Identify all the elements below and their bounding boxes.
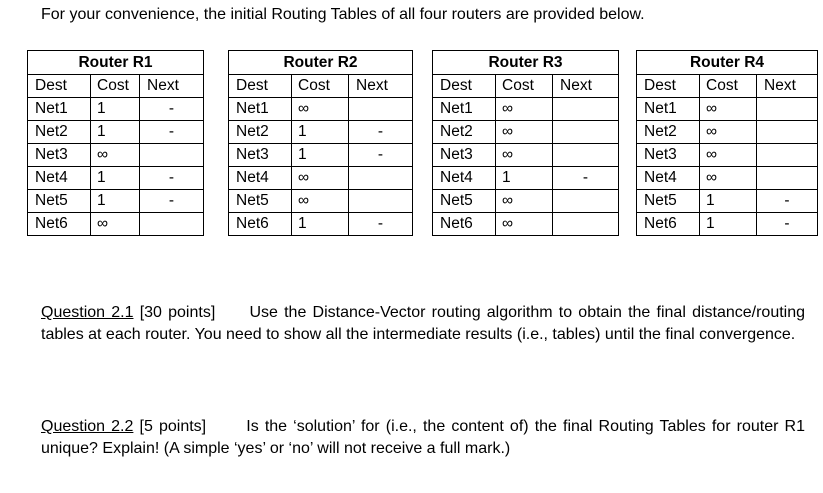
cell-next xyxy=(757,121,818,144)
cell-next xyxy=(553,144,619,167)
table-row xyxy=(229,213,413,236)
cell-next: - xyxy=(349,144,413,167)
cell-cost: 1 xyxy=(700,213,757,236)
column-header-dest: Dest xyxy=(433,75,496,98)
table-row xyxy=(433,98,619,121)
table-row xyxy=(28,213,204,236)
cell-next xyxy=(140,144,204,167)
cell-dest: Net2 xyxy=(229,121,292,144)
cell-dest: Net5 xyxy=(28,190,91,213)
table-row xyxy=(229,190,413,213)
question-2-1-text: Use the Distance-Vector routing algorithm to obtain the final distance/routing tables at each router. You need to show all the intermediate results (i.e., tables) until the final convergence. xyxy=(41,304,806,343)
cell-cost: ∞ xyxy=(700,167,757,190)
routing-table-r4 xyxy=(636,50,818,236)
column-header-cost: Cost xyxy=(700,75,757,98)
column-header-cost: Cost xyxy=(496,75,553,98)
routing-table-r3 xyxy=(432,50,619,236)
router-title: Router R3 xyxy=(433,51,619,75)
cell-cost: ∞ xyxy=(496,144,553,167)
table-row xyxy=(637,190,818,213)
cell-dest: Net2 xyxy=(28,121,91,144)
cell-dest: Net5 xyxy=(433,190,496,213)
cell-cost: ∞ xyxy=(700,98,757,121)
table-row xyxy=(433,167,619,190)
table-row xyxy=(637,121,818,144)
question-2-2 xyxy=(41,416,805,460)
column-header-cost: Cost xyxy=(292,75,349,98)
table-row xyxy=(433,190,619,213)
router-title: Router R4 xyxy=(637,51,818,75)
table-row xyxy=(28,98,204,121)
cell-next: - xyxy=(553,167,619,190)
column-header-next: Next xyxy=(553,75,619,98)
cell-next: - xyxy=(349,121,413,144)
question-2-1-heading: Question 2.1 xyxy=(41,304,134,321)
cell-dest: Net2 xyxy=(433,121,496,144)
cell-dest: Net2 xyxy=(637,121,700,144)
cell-next xyxy=(349,98,413,121)
column-header-next: Next xyxy=(349,75,413,98)
cell-next: - xyxy=(140,98,204,121)
cell-dest: Net3 xyxy=(433,144,496,167)
cell-cost: ∞ xyxy=(496,213,553,236)
cell-cost: ∞ xyxy=(496,121,553,144)
column-header-cost: Cost xyxy=(91,75,140,98)
cell-next: - xyxy=(140,190,204,213)
intro-text: For your convenience, the initial Routing Tables of all four routers are provided below. xyxy=(41,6,645,23)
cell-cost: 1 xyxy=(91,98,140,121)
cell-cost: ∞ xyxy=(496,98,553,121)
cell-cost: ∞ xyxy=(292,98,349,121)
cell-cost: ∞ xyxy=(292,167,349,190)
column-header-next: Next xyxy=(140,75,204,98)
cell-dest: Net1 xyxy=(433,98,496,121)
cell-next xyxy=(349,190,413,213)
table-row xyxy=(28,144,204,167)
table-row xyxy=(637,213,818,236)
cell-next: - xyxy=(349,213,413,236)
question-2-2-heading: Question 2.2 xyxy=(41,418,134,435)
cell-next xyxy=(757,144,818,167)
question-2-1 xyxy=(41,302,805,346)
cell-dest: Net3 xyxy=(637,144,700,167)
cell-next: - xyxy=(757,213,818,236)
cell-next xyxy=(553,121,619,144)
table-row xyxy=(229,121,413,144)
cell-dest: Net1 xyxy=(637,98,700,121)
question-2-2-text: Is the ‘solution’ for (i.e., the content of) the final Routing Tables for router R1 unique? Explain! (A simple ‘yes’ or ‘no’ will not receive a full mark.) xyxy=(41,418,806,457)
cell-cost: 1 xyxy=(91,167,140,190)
router-title: Router R1 xyxy=(28,51,204,75)
cell-dest: Net6 xyxy=(28,213,91,236)
cell-next xyxy=(140,213,204,236)
cell-dest: Net6 xyxy=(229,213,292,236)
cell-next: - xyxy=(140,167,204,190)
cell-dest: Net6 xyxy=(637,213,700,236)
cell-cost: 1 xyxy=(292,121,349,144)
cell-cost: ∞ xyxy=(91,213,140,236)
table-row xyxy=(229,167,413,190)
cell-cost: ∞ xyxy=(91,144,140,167)
cell-dest: Net4 xyxy=(229,167,292,190)
cell-next xyxy=(553,98,619,121)
cell-cost: 1 xyxy=(91,121,140,144)
question-2-2-points: [5 points] xyxy=(139,418,207,435)
cell-dest: Net4 xyxy=(637,167,700,190)
table-row xyxy=(433,144,619,167)
table-row xyxy=(28,190,204,213)
cell-dest: Net1 xyxy=(229,98,292,121)
cell-cost: 1 xyxy=(700,190,757,213)
table-row xyxy=(637,144,818,167)
table-row xyxy=(433,213,619,236)
table-row xyxy=(637,167,818,190)
column-header-dest: Dest xyxy=(637,75,700,98)
routing-table-r2 xyxy=(228,50,413,236)
cell-cost: ∞ xyxy=(496,190,553,213)
cell-next xyxy=(553,190,619,213)
cell-dest: Net5 xyxy=(637,190,700,213)
column-header-next: Next xyxy=(757,75,818,98)
column-header-dest: Dest xyxy=(229,75,292,98)
cell-cost: 1 xyxy=(292,144,349,167)
routing-table-r1 xyxy=(27,50,204,236)
cell-dest: Net4 xyxy=(433,167,496,190)
cell-cost: 1 xyxy=(91,190,140,213)
cell-next: - xyxy=(140,121,204,144)
router-title: Router R2 xyxy=(229,51,413,75)
table-row xyxy=(28,167,204,190)
table-row xyxy=(28,121,204,144)
table-row xyxy=(229,144,413,167)
cell-dest: Net6 xyxy=(433,213,496,236)
cell-dest: Net1 xyxy=(28,98,91,121)
cell-next xyxy=(553,213,619,236)
table-row xyxy=(433,121,619,144)
cell-cost: ∞ xyxy=(700,121,757,144)
cell-cost: 1 xyxy=(292,213,349,236)
cell-next: - xyxy=(757,190,818,213)
cell-next xyxy=(757,167,818,190)
cell-dest: Net4 xyxy=(28,167,91,190)
cell-dest: Net3 xyxy=(229,144,292,167)
cell-next xyxy=(757,98,818,121)
cell-cost: ∞ xyxy=(292,190,349,213)
cell-cost: ∞ xyxy=(700,144,757,167)
table-row xyxy=(637,98,818,121)
cell-next xyxy=(349,167,413,190)
question-2-1-points: [30 points] xyxy=(139,304,216,321)
column-header-dest: Dest xyxy=(28,75,91,98)
cell-dest: Net3 xyxy=(28,144,91,167)
cell-dest: Net5 xyxy=(229,190,292,213)
cell-cost: 1 xyxy=(496,167,553,190)
table-row xyxy=(229,98,413,121)
